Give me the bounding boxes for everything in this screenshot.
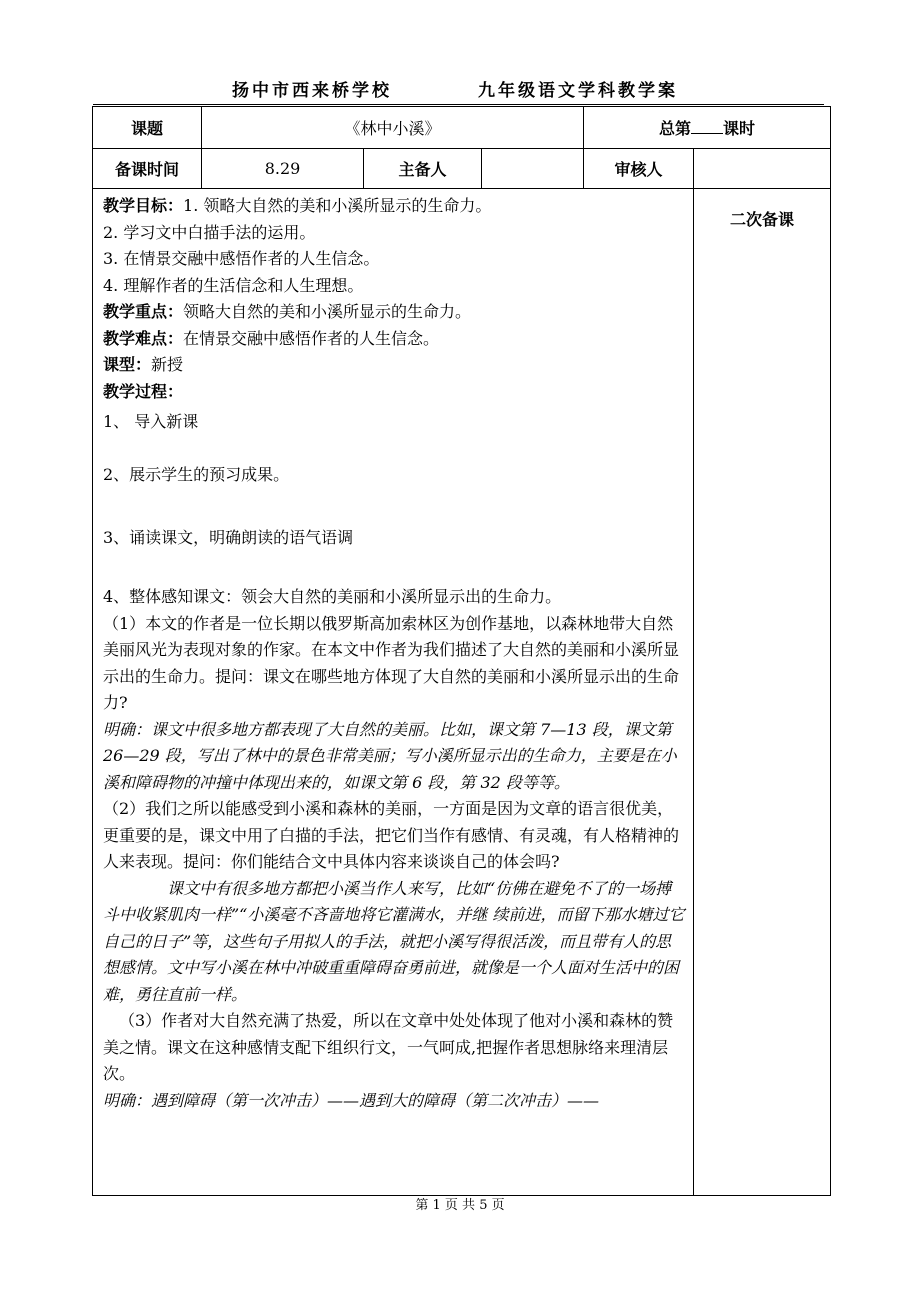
key-text: 领略大自然的美和小溪所显示的生命力。: [183, 302, 472, 321]
answer-2: 课文中有很多地方都把小溪当作人来写，比如“仿佛在避免不了的一场搏斗中收紧肌肉一样”“小溪毫不吝啬地将它灌满水，并继 续前进，而留下那水塘过它自己的日子”等，这些句子用拟人的手法，就把小溪写得很活泼，而且带有人的思想感情。文中写小溪在林中冲破重重障碍奋勇前进，就像是一个人面对生活中的困难，勇往直前一样。: [103, 878, 685, 1004]
reviewer-value: [694, 149, 831, 189]
content-row: [93, 189, 831, 1196]
prep-time-value: 8.29: [202, 149, 364, 189]
question-3: （3）作者对大自然充满了热爱，所以在文章中处处体现了他对小溪和森林的赞美之情。课文在这种感情支配下组织行文，一气呵成,把握作者思想脉络来理清层次。: [103, 1011, 674, 1083]
topic-row: [93, 107, 831, 149]
type-line: [103, 352, 685, 379]
lesson-suffix: 课时: [723, 119, 756, 138]
step-2: 2、展示学生的预习成果。: [103, 465, 290, 484]
page-header: [0, 76, 920, 102]
type-label: 课型：: [103, 355, 152, 374]
goals-line: [103, 193, 685, 220]
school-name: 扬中市西来桥学校: [232, 81, 392, 101]
step-1: 1、 导入新课: [103, 412, 199, 431]
topic-label: 课题: [93, 107, 202, 149]
answer-3: 明确：遇到障碍（第一次冲击）——遇到大的障碍（第二次冲击）——: [103, 1090, 600, 1110]
key-label: 教学重点：: [103, 302, 184, 321]
question-1: （1）本文的作者是一位长期以俄罗斯高加索林区为创作基地，以森林地带大自然美丽风光为表现对象的作家。在本文中作者为我们描述了大自然的美丽和小溪所显示出的生命力。提问：课文在哪些地方体现了大自然的美丽和小溪所显示出的生命力?: [103, 613, 680, 712]
prep-time-label: 备课时间: [93, 149, 202, 189]
lesson-plan-table: [92, 106, 831, 1196]
goal-1: 1. 领略大自然的美和小溪所显示的生命力。: [183, 196, 492, 215]
page-footer: 第 1 页 共 5 页: [415, 1198, 505, 1213]
prep-row: [93, 149, 831, 189]
lesson-content: [93, 189, 694, 1196]
key-line: [103, 299, 685, 326]
spacer: [103, 489, 685, 516]
question-2: （2）我们之所以能感受到小溪和森林的美丽，一方面是因为文章的语言很优美，更重要的是，课文中用了白描的手法，把它们当作有感情、有灵魂，有人格精神的人来表现。提问：你们能结合文中具体内容来谈谈自己的体会吗?: [103, 799, 680, 871]
lesson-count-cell: [584, 107, 831, 149]
spacer: [103, 552, 685, 579]
goal-3: 3. 在情景交融中感悟作者的人生信念。: [103, 249, 380, 268]
lesson-prefix: 总第: [659, 119, 692, 138]
answer-1: 明确：课文中很多地方都表现了大自然的美丽。比如，课文第 7—13 段，课文第 26—29 段，写出了林中的景色非常美丽；写小溪所显示出的生命力，主要是在小溪和障碍物的冲撞中体现出来的，如课文第 6 段，第 32 段等等。: [103, 719, 677, 792]
goal-2: 2. 学习文中白描手法的运用。: [103, 222, 316, 242]
topic-value: 《林中小溪》: [202, 107, 584, 149]
spacer: [103, 436, 685, 463]
second-prep-label: 二次备课: [730, 210, 795, 229]
process-label: 教学过程：: [103, 381, 184, 401]
main-preparer-value: [482, 149, 584, 189]
step-4: 4、整体感知课文：领会大自然的美丽和小溪所显示出的生命力。: [103, 587, 562, 606]
subject-title: 九年级语文学科教学案: [478, 81, 678, 101]
type-text: 新授: [151, 355, 184, 374]
difficulty-line: [103, 326, 685, 353]
reviewer-label: 审核人: [584, 149, 694, 189]
second-prep-column: [694, 189, 831, 1196]
step-3: 3、诵读课文，明确朗读的语气语调: [103, 528, 354, 547]
main-preparer-label: 主备人: [364, 149, 482, 189]
difficulty-text: 在情景交融中感悟作者的人生信念。: [183, 328, 440, 348]
difficulty-label: 教学难点：: [103, 328, 184, 348]
header-rule: [93, 104, 824, 105]
goal-4: 4. 理解作者的生活信念和人生理想。: [103, 275, 364, 295]
goals-label: 教学目标：: [103, 196, 184, 215]
lesson-number-blank: [691, 119, 723, 134]
